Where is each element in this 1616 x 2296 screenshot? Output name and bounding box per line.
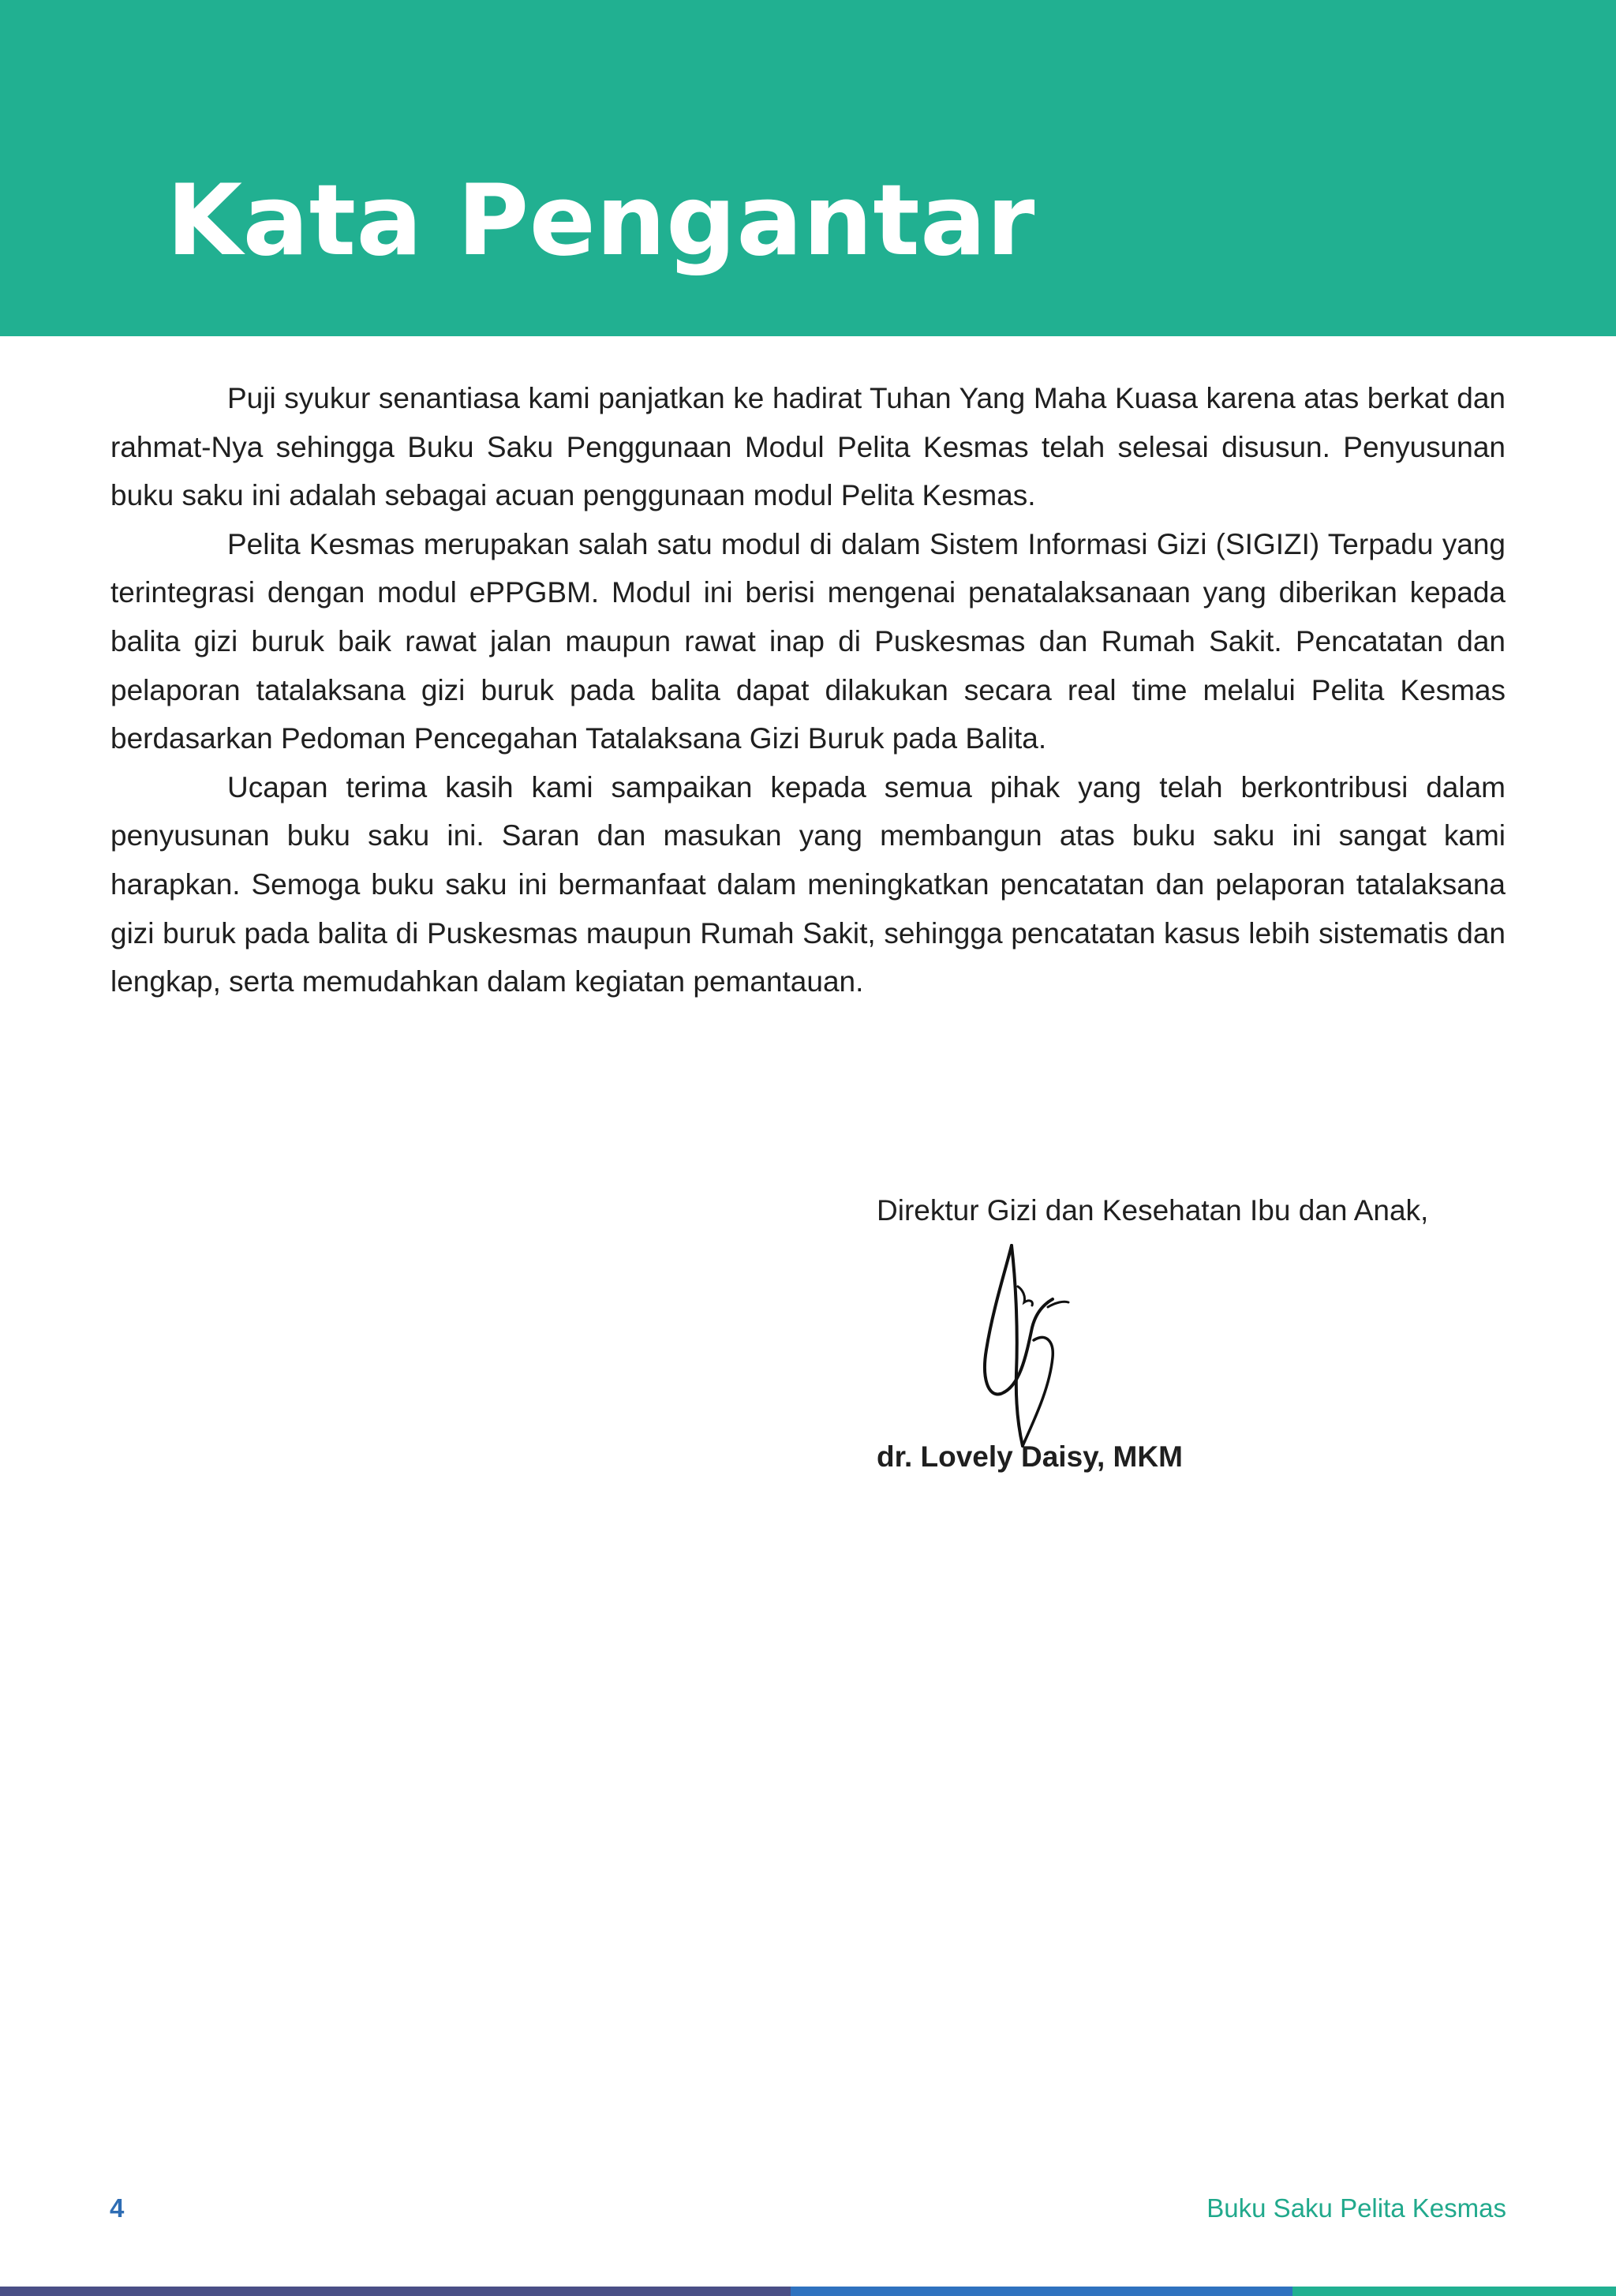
page-title: Kata Pengantar [166,164,1035,278]
footer-bar-segment-blue [791,2287,1292,2296]
footer-bar-segment-green [1292,2287,1616,2296]
footer-bar-segment-purple [0,2287,791,2296]
body-text [110,374,1506,1006]
footer-book-title: Buku Saku Pelita Kesmas [1206,2193,1506,2223]
paragraph-1: Puji syukur senantiasa kami panjatkan ke hadirat Tuhan Yang Maha Kuasa karena atas berkat dan rahmat-Nya sehingga Buku Saku Penggunaan Modul Pelita Kesmas telah selesai disusun. Penyusunan buku saku ini adalah sebagai acuan penggunaan modul Pelita Kesmas. [110,382,1506,512]
paragraph-3: Ucapan terima kasih kami sampaikan kepada semua pihak yang telah berkontribusi dalam penyusunan buku saku ini. Saran dan masukan yang membangun atas buku saku ini sangat kami harapkan. Semoga buku saku ini bermanfaat dalam meningkatkan pencatatan dan pelaporan tatalaksana gizi buruk pada balita di Puskesmas maupun Rumah Sakit, sehingga pencatatan kasus lebih sistematis dan lengkap, serta memudahkan dalam kegiatan pemantauan. [110,770,1506,998]
footer-color-bar [0,2287,1616,2296]
page-number: 4 [110,2193,125,2223]
signatory-position: Direktur Gizi dan Kesehatan Ibu dan Anak, [877,1194,1429,1227]
paragraph-2: Pelita Kesmas merupakan salah satu modul di dalam Sistem Informasi Gizi (SIGIZI) Terpadu yang terintegrasi dengan modul ePPGBM. Modul ini berisi mengenai penatalaksanaan yang diberikan kepada balita gizi buruk baik rawat jalan maupun rawat inap di Puskesmas dan Rumah Sakit. Pencatatan dan pelaporan tatalaksana gizi buruk pada balita dapat dilakukan secara real time melalui Pelita Kesmas berdasarkan Pedoman Pencegahan Tatalaksana Gizi Buruk pada Balita. [110,527,1506,755]
header-band [0,0,1616,336]
signature-icon [971,1239,1073,1460]
signatory-name: dr. Lovely Daisy, MKM [877,1440,1183,1473]
